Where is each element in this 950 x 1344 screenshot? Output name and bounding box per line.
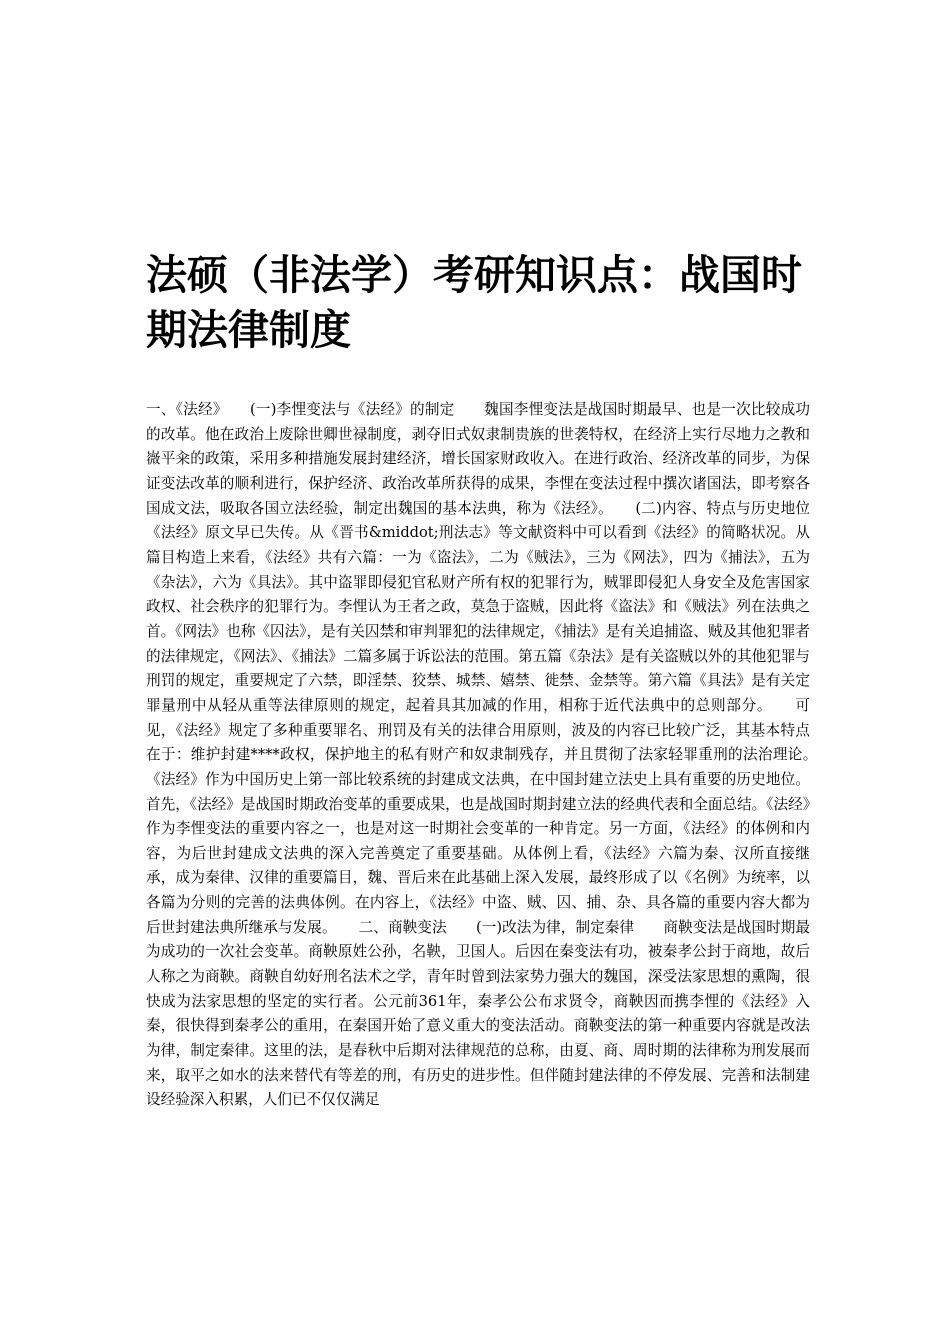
document-title: 法硕（非法学）考研知识点：战国时期法律制度 [146, 251, 802, 354]
document-body: 一、《法经》 (一)李悝变法与《法经》的制定 魏国李悝变法是战国时期最早、也是一次比较成功的改革。他在政治上废除世卿世禄制度，剥夺旧式奴隶制贵族的世袭特权，在经济上实行尽地力之教和嶶平籴的政策，采用多种措施发展封建经济，增长国家财政收入。在进行政治、经济改革的同步，为保证变法改革的顺利进行，保护经济、政治改革所获得的成果，李悝在变法过程中撰次诸国法，即考察各国成文法，吸取各国立法经验，制定出魏国的基本法典，称为《法经》。 (二)内容、特点与历史地位 《法经》原文早已失传。从《晋书&middot;刑法志》等文献资料中可以看到《法经》的简略状况。从篇目构造上来看，《法经》共有六篇：一为《盗法》，二为《贼法》，三为《网法》，四为《捕法》，五为《杂法》，六为《具法》。其中盗罪即侵犯官私财产所有权的犯罪行为，贼罪即侵犯人身安全及危害国家政权、社会秩序的犯罪行为。李悝认为王者之政，莫急于盗贼，因此将《盗法》和《贼法》列在法典之首。《网法》也称《囚法》，是有关囚禁和审判罪犯的法律规定，《捕法》是有关追捕盗、贼及其他犯罪者的法律规定，《网法》、《捕法》二篇多属于诉讼法的范围。第五篇《杂法》是有关盗贼以外的其他犯罪与刑罚的规定，重要规定了六禁，即淫禁、狡禁、城禁、嬉禁、徙禁、金禁等。第六篇《具法》是有关定罪量刑中从轻从重等法律原则的规定，起着具其加减的作用，相称于近代法典中的总则部分。 可见，《法经》规定了多种重要罪名、刑罚及有关的法律合用原则，波及的内容已比较广泛，其基本特点在于：维护封建****政权，保护地主的私有财产和奴隶制残存，并且贯彻了法家轻罪重刑的法治理论。 《法经》作为中国历史上第一部比较系统的封建成文法典，在中国封建立法史上具有重要的历史地位。首先，《法经》是战国时期政治变革的重要成果，也是战国时期封建立法的经典代表和全面总结。《法经》作为李悝变法的重要内容之一，也是对这一时期社会变革的一种肯定。另一方面，《法经》的体例和内容，为后世封建成文法典的深入完善奠定了重要基础。从体例上看，《法经》六篇为秦、汉所直接继承，成为秦律、汉律的重要篇目，魏、晋后来在此基础上深入发展，最终形成了以《名例》为统率，以各篇为分则的完善的法典体例。在内容上，《法经》中盗、贼、囚、捕、杂、具各篇的重要内容大都为后世封建法典所继承与发展。 二、商鞅变法 (一)改法为律，制定秦律 商鞅变法是战国时期最为成功的一次社会变革。商鞅原姓公孙，名鞅，卫国人。后因在秦变法有功，被秦孝公封于商地，故后人称之为商鞅。商鞅自幼好刑名法术之学，青年时曾到法家势力强大的魏国，深受法家思想的熏陶，很快成为法家思想的坚定的实行者。公元前361年，秦孝公公布求贤令，商鞅因而携李悝的《法经》入秦，很快得到秦孝公的重用，在秦国开始了意义重大的变法活动。商鞅变法的第一种重要内容就是改法为律，制定秦律。这里的法，是春秋中后期对法律规范的总称，由夏、商、周时期的法律称为刑发展而来，取平之如水的法来替代有等差的刑，有历史的进步性。但伴随封建法律的不停发展、完善和法制建设经验深入积累，人们已不仅仅满足 [146, 401, 840, 1109]
